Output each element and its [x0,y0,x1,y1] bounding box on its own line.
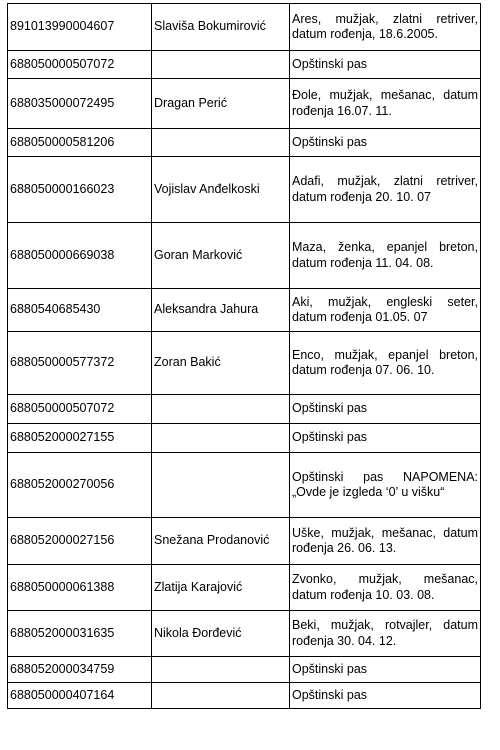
chip-number-cell: 688050000061388 [8,565,152,611]
chip-number-cell: 688050000166023 [8,157,152,223]
table-row [8,518,481,565]
dog-description-cell: Opštinski pas [290,424,481,453]
table-row [8,424,481,453]
dog-description-cell: Opštinski pas [290,395,481,424]
dog-description-cell: Adafi, mužjak, zlatni retriver, datum rođenja 20. 10. 07 [290,157,481,223]
owner-name-cell [152,657,290,683]
chip-number-cell: 688050000407164 [8,683,152,709]
dog-description-cell: Aki, mužjak, engleski seter, datum rođenja 01.05. 07 [290,289,481,332]
dog-description-cell: Ares, mužjak, zlatni retriver, datum rođenja, 18.6.2005. [290,4,481,51]
table-row [8,395,481,424]
owner-name-cell [152,683,290,709]
owner-name-cell: Dragan Perić [152,79,290,129]
owner-name-cell: Aleksandra Jahura [152,289,290,332]
table-row [8,332,481,395]
table-row [8,611,481,657]
owner-name-cell [152,51,290,79]
owner-name-cell [152,129,290,157]
chip-number-cell: 688050000669038 [8,223,152,289]
owner-name-cell: Nikola Đorđević [152,611,290,657]
dog-description-cell: Beki, mužjak, rotvajler, datum rođenja 30. 04. 12. [290,611,481,657]
chip-number-cell: 688050000581206 [8,129,152,157]
owner-name-cell [152,395,290,424]
dog-description-cell: Zvonko, mužjak, mešanac, datum rođenja 10. 03. 08. [290,565,481,611]
owner-name-cell [152,453,290,518]
owner-name-cell: Slaviša Bokumirović [152,4,290,51]
dog-description-cell: Opštinski pas [290,51,481,79]
dog-description-cell: Maza, ženka, epanjel breton, datum rođenja 11. 04. 08. [290,223,481,289]
owner-name-cell: Snežana Prodanović [152,518,290,565]
chip-number-cell: 688052000027156 [8,518,152,565]
chip-number-cell: 688035000072495 [8,79,152,129]
table-row [8,453,481,518]
table-row [8,79,481,129]
dog-description-cell: Uške, mužjak, mešanac, datum rođenja 26. 06. 13. [290,518,481,565]
chip-number-cell: 688052000027155 [8,424,152,453]
table-row [8,657,481,683]
owner-name-cell: Zlatija Karajović [152,565,290,611]
chip-number-cell: 688052000031635 [8,611,152,657]
table-row [8,289,481,332]
dog-description-cell: Opštinski pas NAPOMENA: „Ovde je izgleda ‘0’ u višku“ [290,453,481,518]
dog-description-cell: Opštinski pas [290,129,481,157]
chip-number-cell: 688052000034759 [8,657,152,683]
table-row [8,223,481,289]
chip-number-cell: 688050000577372 [8,332,152,395]
dog-description-cell: Opštinski pas [290,657,481,683]
owner-name-cell: Goran Marković [152,223,290,289]
table-row [8,565,481,611]
dog-description-cell: Đole, mužjak, mešanac, datum rođenja 16.07. 11. [290,79,481,129]
dog-description-cell: Enco, mužjak, epanjel breton, datum rođenja 07. 06. 10. [290,332,481,395]
dog-description-cell: Opštinski pas [290,683,481,709]
table-row [8,157,481,223]
chip-number-cell: 688050000507072 [8,395,152,424]
owner-name-cell: Vojislav Anđelkoski [152,157,290,223]
table-row [8,683,481,709]
owner-name-cell [152,424,290,453]
chip-number-cell: 688052000270056 [8,453,152,518]
owner-name-cell: Zoran Bakić [152,332,290,395]
chip-number-cell: 891013990004607 [8,4,152,51]
table-row [8,51,481,79]
table-row [8,4,481,51]
table-row [8,129,481,157]
chip-number-cell: 688050000507072 [8,51,152,79]
dog-registry-table [7,3,481,709]
chip-number-cell: 6880540685430 [8,289,152,332]
